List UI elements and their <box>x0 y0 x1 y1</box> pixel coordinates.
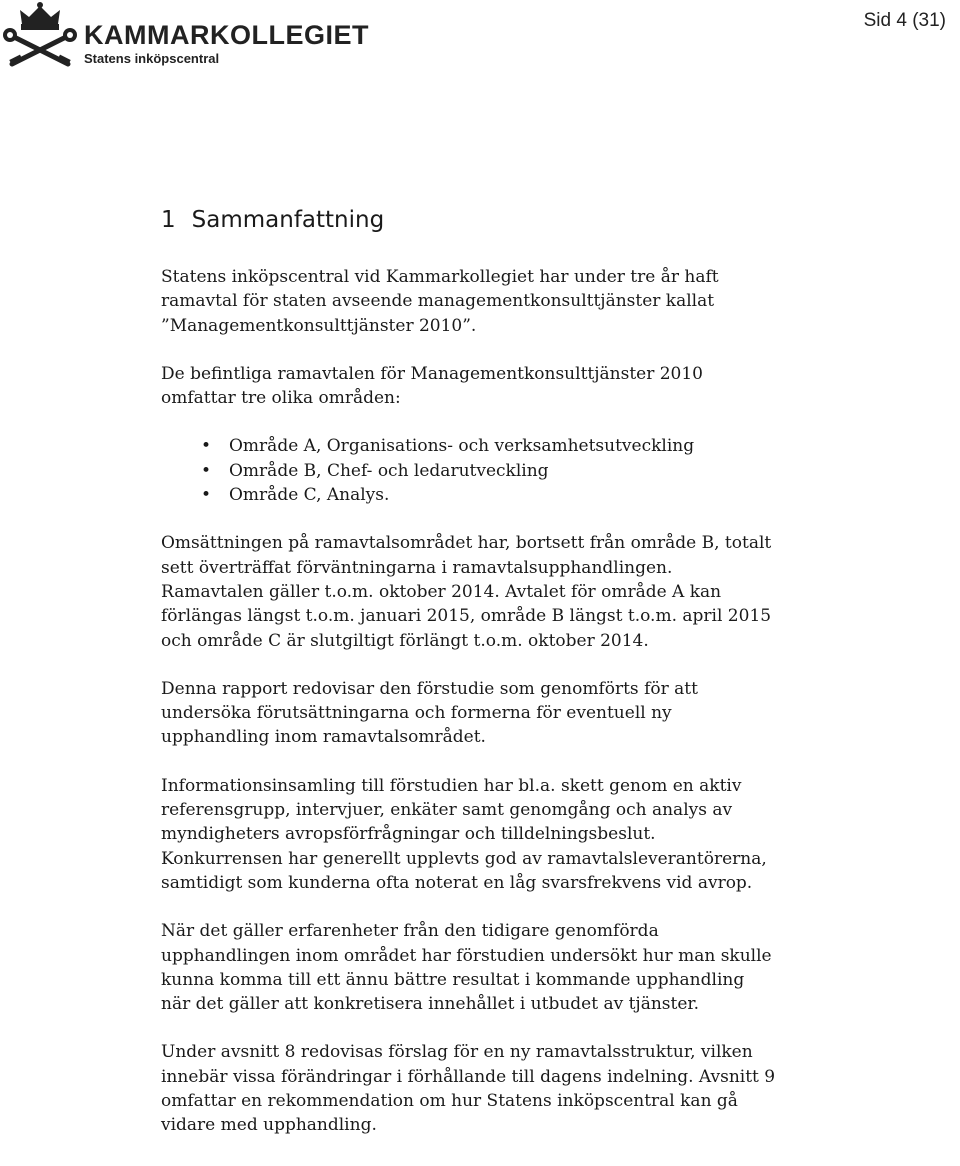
paragraph: Statens inköpscentral vid Kammarkollegiet har under tre år haft ramavtal för staten avseende managementkonsulttjänster kallat ”Managementkonsulttjänster 2010”. <box>161 267 719 336</box>
area-list <box>161 434 881 507</box>
section-title: Sammanfattning <box>191 207 385 233</box>
document-body <box>161 205 881 1162</box>
org-name: KAMMARKOLLEGIET <box>84 20 369 50</box>
list-item: • Område B, Chef- och ledarutveckling <box>201 459 881 483</box>
section-heading <box>161 205 881 235</box>
paragraph: Under avsnitt 8 redovisas förslag för en ny ramavtalsstruktur, vilken innebär vissa förändringar i förhållande till dagens indelning. Avsnitt 9 omfattar en rekommendation om hur Statens inköpscentral kan gå vidare med upphandling. <box>161 1042 776 1136</box>
paragraph: När det gäller erfarenheter från den tidigare genomförda upphandlingen inom området har förstudien undersökt hur man skulle kunna komma till ett ännu bättre resultat i kommande upphandling när det gäller att konkretisera innehållet i utbudet av tjänster. <box>161 921 772 1015</box>
crown-crossed-keys-icon <box>2 2 78 68</box>
paragraph: De befintliga ramavtalen för Managementkonsulttjänster 2010 omfattar tre olika områden: <box>161 363 703 409</box>
bullet-icon: • <box>201 436 212 457</box>
org-subtitle: Statens inköpscentral <box>84 51 220 66</box>
org-logo <box>2 2 369 68</box>
section-number: 1 <box>161 207 176 233</box>
bullet-icon: • <box>201 485 212 506</box>
paragraph: Omsättningen på ramavtalsområdet har, bortsett från område B, totalt sett överträffat förväntningarna i ramavtalsupphandlingen. Ramavtalen gäller t.o.m. oktober 2014. Avtalet för område A kan förlängas längst t.o.m. januari 2015, område B längst t.o.m. april 2015 och område C är slutgiltigt förlängt t.o.m. oktober 2014. <box>161 533 772 651</box>
list-item: • Område C, Analys. <box>201 483 881 507</box>
bullet-icon: • <box>201 460 212 481</box>
paragraph: Informationsinsamling till förstudien har bl.a. skett genom en aktiv referensgrupp, intervjuer, enkäter samt genomgång och analys av myndigheters avropsförfrågningar och tilldelningsbeslut. Konkurrensen har generellt upplevts god av ramavtalsleverantörerna, samtidigt som kunderna ofta noterat en låg svarsfrekvens vid avrop. <box>161 775 767 893</box>
paragraph: Denna rapport redovisar den förstudie som genomförts för att undersöka förutsättningarna och formerna för eventuell ny upphandling inom ramavtalsområdet. <box>161 678 698 748</box>
page-number: Sid 4 (31) <box>863 10 946 31</box>
list-item: • Område A, Organisations- och verksamhetsutveckling <box>201 434 881 458</box>
